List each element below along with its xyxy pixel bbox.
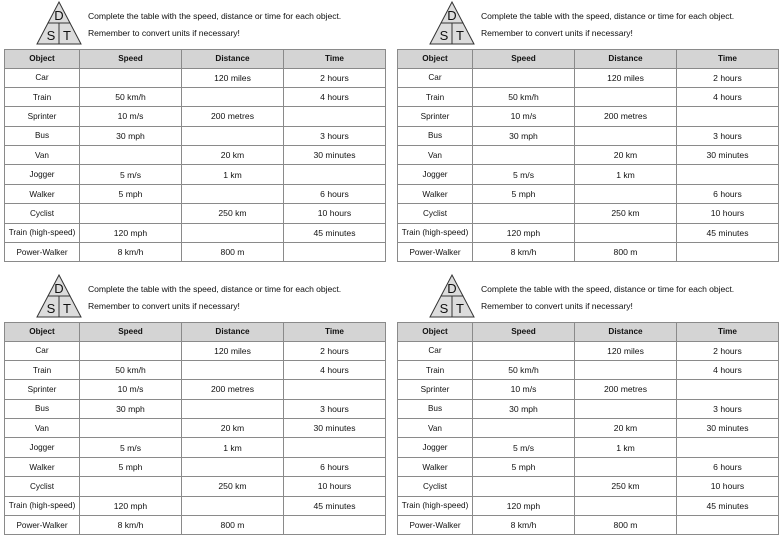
speed-cell: 30 mph [473,126,575,145]
object-cell: Van [398,419,473,438]
triangle-s: S [439,301,449,316]
header-speed: Speed [473,323,575,342]
table-row [5,438,386,457]
worksheet-panel-3 [4,273,385,539]
table-body [398,68,779,262]
time-cell: 30 minutes [284,146,386,165]
distance-cell: 800 m [182,516,284,535]
object-cell: Bus [398,126,473,145]
distance-cell: 1 km [575,165,677,184]
speed-cell: 10 m/s [473,380,575,399]
distance-cell: 1 km [182,438,284,457]
table-row [398,496,779,515]
object-cell: Power-Walker [5,243,80,262]
triangle-d: D [447,8,457,23]
table-row [398,516,779,535]
time-cell [284,516,386,535]
object-cell: Sprinter [5,107,80,126]
object-cell: Van [5,419,80,438]
table-header-row [5,50,386,69]
table-row [398,223,779,242]
distance-cell: 250 km [575,477,677,496]
table-row [5,165,386,184]
header-speed: Speed [80,50,182,69]
distance-cell: 120 miles [575,68,677,87]
speed-cell: 30 mph [473,399,575,418]
table-row [398,419,779,438]
header-time: Time [284,50,386,69]
time-cell: 30 minutes [677,419,779,438]
table-body [5,68,386,262]
instruction-line-1: Complete the table with the speed, distance or time for each object. [481,11,735,21]
triangle-s: S [46,301,56,316]
speed-cell: 120 mph [80,223,182,242]
object-cell: Walker [398,457,473,476]
table-row [5,341,386,360]
object-cell: Jogger [5,165,80,184]
table-row [5,360,386,379]
header-distance: Distance [182,323,284,342]
worksheet-panel-4 [397,273,778,539]
time-cell: 6 hours [677,457,779,476]
speed-cell: 8 km/h [473,516,575,535]
speed-cell [473,419,575,438]
instruction-line-2: Remember to convert units if necessary! [88,301,240,311]
table-row [5,87,386,106]
table-row [398,380,779,399]
triangle-s: S [439,28,449,43]
table-row [398,204,779,223]
time-cell: 3 hours [677,399,779,418]
object-cell: Train [398,87,473,106]
time-cell [284,438,386,457]
time-cell: 10 hours [677,477,779,496]
speed-cell [473,204,575,223]
time-cell: 2 hours [284,68,386,87]
speed-cell: 5 mph [80,184,182,203]
distance-cell [575,496,677,515]
time-cell: 10 hours [284,477,386,496]
object-cell: Power-Walker [5,516,80,535]
triangle-t: T [63,28,71,43]
instruction-line-2: Remember to convert units if necessary! [481,28,633,38]
speed-cell: 10 m/s [80,107,182,126]
table-body [5,341,386,535]
speed-cell: 8 km/h [80,516,182,535]
table-row [398,457,779,476]
time-cell [284,243,386,262]
object-cell: Car [398,68,473,87]
speed-cell: 5 mph [473,457,575,476]
distance-cell [182,457,284,476]
time-cell: 3 hours [284,399,386,418]
speed-cell: 8 km/h [473,243,575,262]
time-cell: 30 minutes [677,146,779,165]
time-cell: 2 hours [284,341,386,360]
distance-cell [182,496,284,515]
distance-cell [182,399,284,418]
table-row [5,496,386,515]
speed-distance-time-table [397,49,779,262]
speed-cell [80,204,182,223]
object-cell: Train (high-speed) [5,496,80,515]
distance-cell: 1 km [575,438,677,457]
distance-cell [575,223,677,242]
header-speed: Speed [473,50,575,69]
table-row [5,126,386,145]
object-cell: Van [398,146,473,165]
header-time: Time [677,323,779,342]
table-row [5,68,386,87]
object-cell: Jogger [398,165,473,184]
object-cell: Walker [398,184,473,203]
table-row [5,223,386,242]
time-cell: 3 hours [677,126,779,145]
time-cell [284,380,386,399]
speed-cell: 5 m/s [473,165,575,184]
table-row [398,438,779,457]
speed-cell [80,477,182,496]
object-cell: Sprinter [398,380,473,399]
speed-cell: 10 m/s [473,107,575,126]
speed-cell: 120 mph [473,223,575,242]
distance-cell: 800 m [182,243,284,262]
table-header-row [398,323,779,342]
time-cell [677,438,779,457]
distance-cell: 200 metres [182,107,284,126]
distance-cell: 200 metres [182,380,284,399]
table-row [5,399,386,418]
time-cell: 30 minutes [284,419,386,438]
distance-cell: 250 km [575,204,677,223]
table-header-row [398,50,779,69]
distance-cell: 800 m [575,516,677,535]
speed-cell [80,341,182,360]
table-row [398,126,779,145]
header-time: Time [677,50,779,69]
time-cell: 4 hours [677,360,779,379]
table-row [398,165,779,184]
speed-cell: 5 mph [80,457,182,476]
dst-triangle-icon [36,274,82,318]
triangle-d: D [54,8,64,23]
distance-cell: 120 miles [182,341,284,360]
time-cell: 45 minutes [284,496,386,515]
object-cell: Cyclist [5,477,80,496]
header-object: Object [5,50,80,69]
distance-cell [575,126,677,145]
speed-cell [80,68,182,87]
time-cell [677,380,779,399]
table-row [5,457,386,476]
distance-cell: 250 km [182,477,284,496]
speed-cell: 30 mph [80,399,182,418]
distance-cell [182,360,284,379]
speed-cell: 10 m/s [80,380,182,399]
object-cell: Train (high-speed) [398,223,473,242]
triangle-t: T [456,301,464,316]
table-row [398,146,779,165]
object-cell: Cyclist [5,204,80,223]
speed-cell: 5 m/s [473,438,575,457]
speed-distance-time-table [397,322,779,535]
header-distance: Distance [575,323,677,342]
object-cell: Train (high-speed) [398,496,473,515]
speed-cell: 50 km/h [473,360,575,379]
time-cell: 45 minutes [677,223,779,242]
distance-cell [182,87,284,106]
header-distance: Distance [182,50,284,69]
distance-cell [575,184,677,203]
speed-distance-time-table [4,49,386,262]
speed-cell: 8 km/h [80,243,182,262]
object-cell: Train [398,360,473,379]
table-body [398,341,779,535]
header-object: Object [398,323,473,342]
speed-cell: 5 mph [473,184,575,203]
triangle-d: D [447,281,457,296]
table-row [5,204,386,223]
distance-cell: 120 miles [182,68,284,87]
time-cell [284,165,386,184]
table-header-row [5,323,386,342]
speed-cell: 5 m/s [80,165,182,184]
time-cell: 2 hours [677,341,779,360]
object-cell: Jogger [398,438,473,457]
table-row [398,87,779,106]
object-cell: Bus [5,126,80,145]
header-time: Time [284,323,386,342]
table-row [5,184,386,203]
worksheet-panel-2 [397,0,778,266]
distance-cell: 20 km [575,146,677,165]
worksheet-panel-1 [4,0,385,266]
distance-cell [182,126,284,145]
header-distance: Distance [575,50,677,69]
distance-cell [575,457,677,476]
distance-cell: 20 km [182,146,284,165]
distance-cell: 20 km [182,419,284,438]
time-cell [284,107,386,126]
table-row [398,68,779,87]
triangle-t: T [456,28,464,43]
table-row [398,399,779,418]
object-cell: Cyclist [398,477,473,496]
time-cell: 4 hours [284,360,386,379]
triangle-s: S [46,28,56,43]
table-row [5,243,386,262]
time-cell [677,165,779,184]
speed-cell [80,146,182,165]
distance-cell: 200 metres [575,380,677,399]
time-cell [677,516,779,535]
object-cell: Bus [398,399,473,418]
time-cell: 45 minutes [677,496,779,515]
time-cell [677,107,779,126]
table-row [398,341,779,360]
speed-cell: 120 mph [80,496,182,515]
instruction-line-1: Complete the table with the speed, distance or time for each object. [481,284,735,294]
speed-distance-time-table [4,322,386,535]
time-cell: 4 hours [677,87,779,106]
object-cell: Car [5,341,80,360]
header-object: Object [5,323,80,342]
distance-cell: 120 miles [575,341,677,360]
dst-triangle-icon [36,1,82,45]
object-cell: Jogger [5,438,80,457]
instruction-line-1: Complete the table with the speed, distance or time for each object. [88,11,342,21]
table-row [398,243,779,262]
triangle-t: T [63,301,71,316]
object-cell: Car [398,341,473,360]
object-cell: Van [5,146,80,165]
distance-cell: 200 metres [575,107,677,126]
speed-cell: 5 m/s [80,438,182,457]
table-row [398,360,779,379]
time-cell: 4 hours [284,87,386,106]
distance-cell: 250 km [182,204,284,223]
speed-cell: 50 km/h [80,360,182,379]
object-cell: Train [5,360,80,379]
object-cell: Walker [5,457,80,476]
speed-cell: 50 km/h [473,87,575,106]
distance-cell: 20 km [575,419,677,438]
speed-cell [473,68,575,87]
speed-cell [473,477,575,496]
table-row [398,477,779,496]
instruction-line-2: Remember to convert units if necessary! [88,28,240,38]
distance-cell [575,87,677,106]
distance-cell [575,399,677,418]
time-cell: 6 hours [677,184,779,203]
distance-cell: 1 km [182,165,284,184]
speed-cell [473,146,575,165]
speed-cell: 120 mph [473,496,575,515]
object-cell: Car [5,68,80,87]
time-cell: 6 hours [284,184,386,203]
distance-cell [575,360,677,379]
table-row [5,419,386,438]
speed-cell: 50 km/h [80,87,182,106]
time-cell [677,243,779,262]
object-cell: Bus [5,399,80,418]
dst-triangle-icon [429,1,475,45]
table-row [5,380,386,399]
instruction-line-1: Complete the table with the speed, distance or time for each object. [88,284,342,294]
distance-cell: 800 m [575,243,677,262]
object-cell: Power-Walker [398,243,473,262]
speed-cell [80,419,182,438]
triangle-d: D [54,281,64,296]
instruction-line-2: Remember to convert units if necessary! [481,301,633,311]
table-row [5,477,386,496]
time-cell: 6 hours [284,457,386,476]
time-cell: 3 hours [284,126,386,145]
time-cell: 10 hours [677,204,779,223]
distance-cell [182,184,284,203]
object-cell: Train (high-speed) [5,223,80,242]
table-row [5,107,386,126]
header-object: Object [398,50,473,69]
object-cell: Sprinter [5,380,80,399]
object-cell: Power-Walker [398,516,473,535]
distance-cell [182,223,284,242]
table-row [398,184,779,203]
time-cell: 45 minutes [284,223,386,242]
object-cell: Walker [5,184,80,203]
object-cell: Sprinter [398,107,473,126]
speed-cell: 30 mph [80,126,182,145]
speed-cell [473,341,575,360]
table-row [5,516,386,535]
table-row [5,146,386,165]
object-cell: Cyclist [398,204,473,223]
table-row [398,107,779,126]
dst-triangle-icon [429,274,475,318]
time-cell: 2 hours [677,68,779,87]
header-speed: Speed [80,323,182,342]
object-cell: Train [5,87,80,106]
time-cell: 10 hours [284,204,386,223]
